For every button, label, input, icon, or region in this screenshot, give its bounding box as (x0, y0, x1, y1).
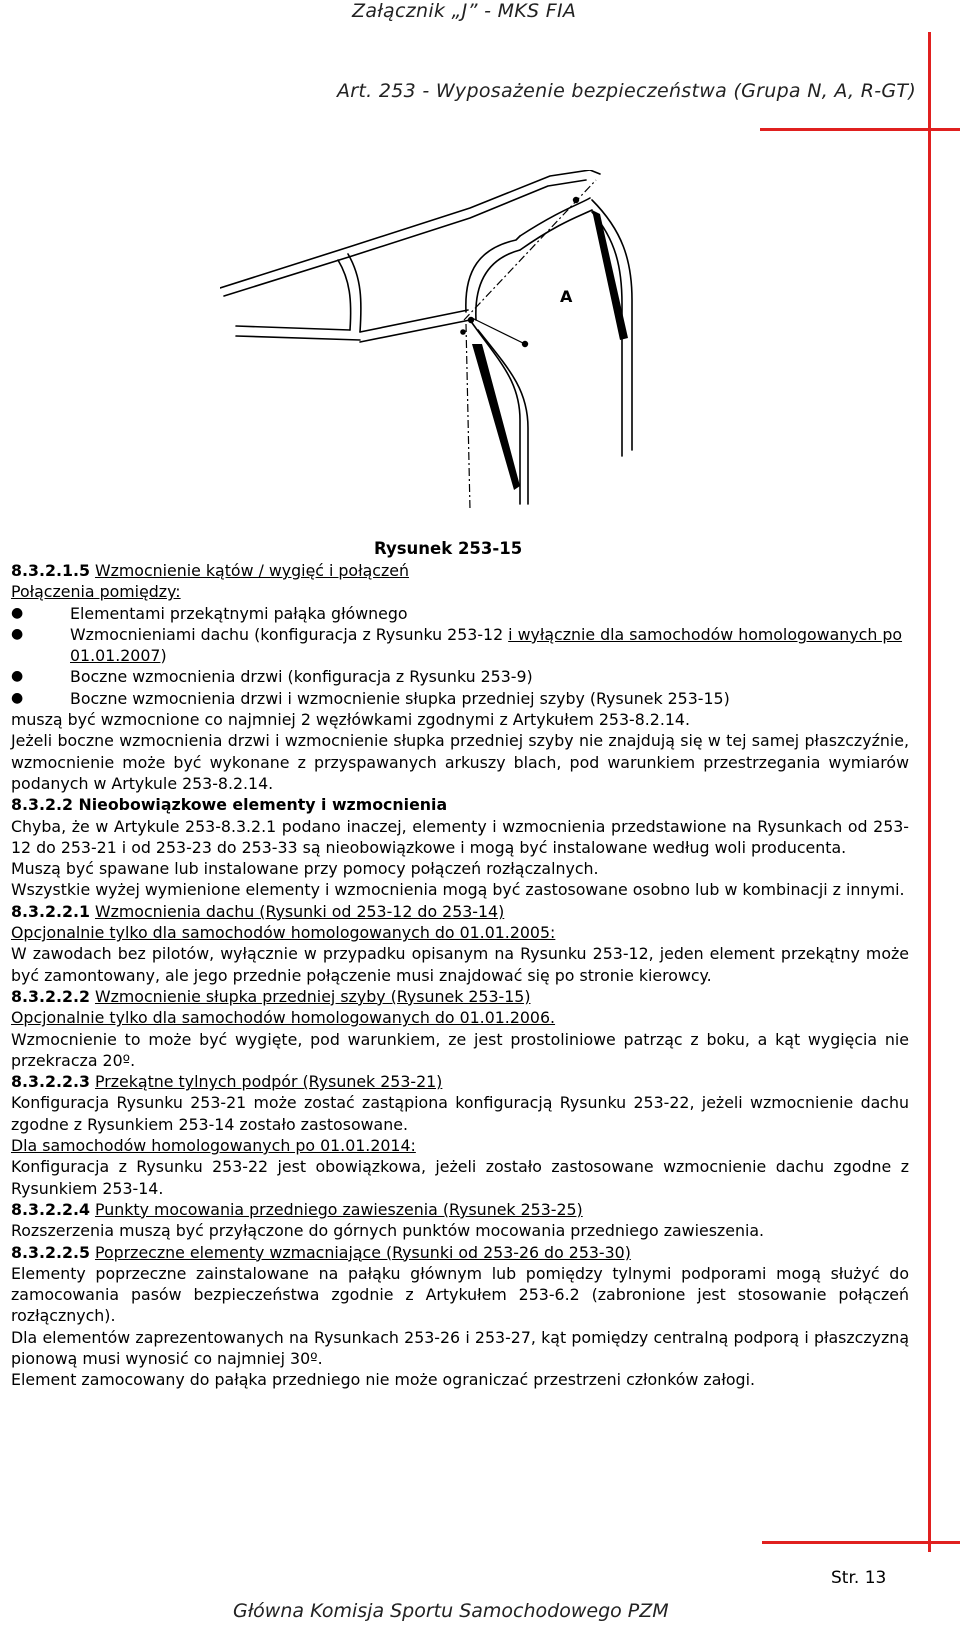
list-item-text: Boczne wzmocnienia drzwi i wzmocnienie słupka przedniej szyby (Rysunek 253-15) (70, 688, 730, 708)
section-number: 8.3.2.2.1 (11, 901, 90, 921)
figure-label-a: A (560, 287, 573, 306)
section-title: Wzmocnienie kątów / wygięć i połączeń (95, 561, 409, 580)
list-item (11, 666, 909, 687)
footer-organization: Główna Komisja Sportu Samochodowego PZM (233, 1600, 669, 1622)
connections-intro: Połączenia pomiędzy: (11, 582, 181, 602)
paragraph: Konfiguracja z Rysunku 253-22 jest obowiązkowa, jeżeli zostało zastosowane wzmocnienie dachu zgodne z Rysunkiem 253-14. (11, 1157, 909, 1198)
right-margin-rule (928, 32, 931, 1552)
section-heading-8-3-2-2: 8.3.2.2 Nieobowiązkowe elementy i wzmocnienia (11, 795, 448, 815)
section-title: Punkty mocowania przedniego zawieszenia (Rysunek 253-25) (95, 1199, 583, 1219)
homologation-condition: i wyłącznie dla samochodów homologowanych po 01.01.2007 (70, 624, 903, 666)
section-number: 8.3.2.2.3 (11, 1072, 90, 1092)
document-body (11, 560, 909, 1391)
paragraph: Wszystkie wyżej wymienione elementy i wzmocnienia mogą być zastosowane osobno lub w kombinacji z innymi. (11, 880, 905, 900)
homologation-note: Opcjonalnie tylko dla samochodów homologowanych do 01.01.2005: (11, 923, 556, 943)
header-rule (760, 128, 960, 131)
section-heading-8-3-2-1-5 (11, 560, 909, 581)
section-heading-8-3-2-2-5 (11, 1242, 909, 1263)
section-number: 8.3.2.2.2 (11, 986, 90, 1006)
paragraph: muszą być wzmocnione co najmniej 2 węzłówkami zgodnymi z Artykułem 253-8.2.14. (11, 710, 691, 730)
list-item-text: Elementami przekątnymi pałąka głównego (70, 603, 408, 623)
section-number: 8.3.2.2.4 (11, 1199, 90, 1219)
section-heading-8-3-2-2-3 (11, 1071, 909, 1092)
paragraph: Wzmocnienie to może być wygięte, pod warunkiem, ze jest prostoliniowe patrząc z boku, a kąt wygięcia nie przekracza 20º. (11, 1029, 909, 1070)
paragraph: W zawodach bez pilotów, wyłącznie w przypadku opisanym na Rysunku 253-12, jeden element przekątny może być zamontowany, ale jego przednie połączenie musi znajdować się po stronie kierowcy. (11, 944, 909, 985)
paragraph: Element zamocowany do pałąka przedniego nie może ograniczać przestrzeni członków załogi. (11, 1370, 755, 1390)
list-item (11, 688, 909, 709)
bullet-icon: ● (11, 668, 24, 685)
section-heading-8-3-2-2-1 (11, 901, 909, 922)
homologation-note: Opcjonalnie tylko dla samochodów homologowanych do 01.01.2006. (11, 1008, 556, 1028)
figure-caption: Rysunek 253-15 (374, 539, 523, 558)
paragraph: Rozszerzenia muszą być przyłączone do górnych punktów mocowania przedniego zawieszenia. (11, 1221, 765, 1241)
header-annex-title: Załącznik „J” - MKS FIA (352, 0, 577, 22)
section-heading-8-3-2-2-2 (11, 986, 909, 1007)
page-number: Str. 13 (831, 1568, 887, 1588)
section-title: Poprzeczne elementy wzmacniające (Rysunki od 253-26 do 253-30) (95, 1242, 631, 1262)
paragraph: Chyba, że w Artykule 253-8.3.2.1 podano inaczej, elementy i wzmocnienia przedstawione na Rysunkach od 253-12 do 253-21 i od 253-23 do 253-33 są nieobowiązkowe i mogą być instalowane według woli producenta. (11, 816, 909, 857)
bullet-icon: ● (11, 689, 24, 706)
section-heading-8-3-2-2-4 (11, 1199, 909, 1220)
paragraph: Jeżeli boczne wzmocnienia drzwi i wzmocnienie słupka przedniej szyby nie znajdują się w tej samej płaszczyźnie, wzmocnienie może być wykonane z przyspawanych arkuszy blach, pod warunkiem przestrzegania wymiarów podanych w Artykule 253-8.2.14. (11, 731, 909, 793)
homologation-note: Dla samochodów homologowanych po 01.01.2014: (11, 1136, 416, 1156)
list-item (11, 603, 909, 624)
bullet-icon: ● (11, 604, 24, 621)
footer-rule (762, 1541, 960, 1544)
header-article-title: Art. 253 - Wyposażenie bezpieczeństwa (Grupa N, A, R-GT) (337, 80, 917, 102)
section-title: Wzmocnienia dachu (Rysunki od 253-12 do 253-14) (95, 901, 505, 921)
list-item (11, 624, 909, 667)
list-item-text: Boczne wzmocnienia drzwi (konfiguracja z Rysunku 253-9) (70, 667, 533, 687)
list-item-text: Wzmocnieniami dachu (konfiguracja z Rysunku 253-12 i wyłącznie dla samochodów homologowanych po 01.01.2007) (70, 624, 903, 666)
bullet-icon: ● (11, 625, 24, 642)
section-number: 8.3.2.2.5 (11, 1242, 90, 1262)
section-title: Przekątne tylnych podpór (Rysunek 253-21) (95, 1072, 443, 1092)
paragraph: Elementy poprzeczne zainstalowane na pałąku głównym lub pomiędzy tylnymi podporami mogą służyć do zamocowania pasów bezpieczeństwa zgodnie z Artykułem 253-6.2 (zabronione jest stosowanie połączeń rozłącznych). (11, 1263, 909, 1326)
paragraph: Konfiguracja Rysunku 253-21 może zostać zastąpiona konfiguracją Rysunku 253-22, jeżeli wzmocnienie dachu zgodne z Rysunkiem 253-14 zostało zastosowane. (11, 1093, 909, 1134)
paragraph: Dla elementów zaprezentowanych na Rysunkach 253-26 i 253-27, kąt pomiędzy centralną podporą i płaszczyzną pionową musi wynosić co najmniej 30º. (11, 1327, 909, 1368)
paragraph: Muszą być spawane lub instalowane przy pomocy połączeń rozłączalnych. (11, 859, 599, 879)
section-number: 8.3.2.1.5 (11, 561, 90, 580)
section-title: Wzmocnienie słupka przedniej szyby (Rysunek 253-15) (95, 986, 531, 1006)
rollcage-figure (220, 170, 640, 530)
